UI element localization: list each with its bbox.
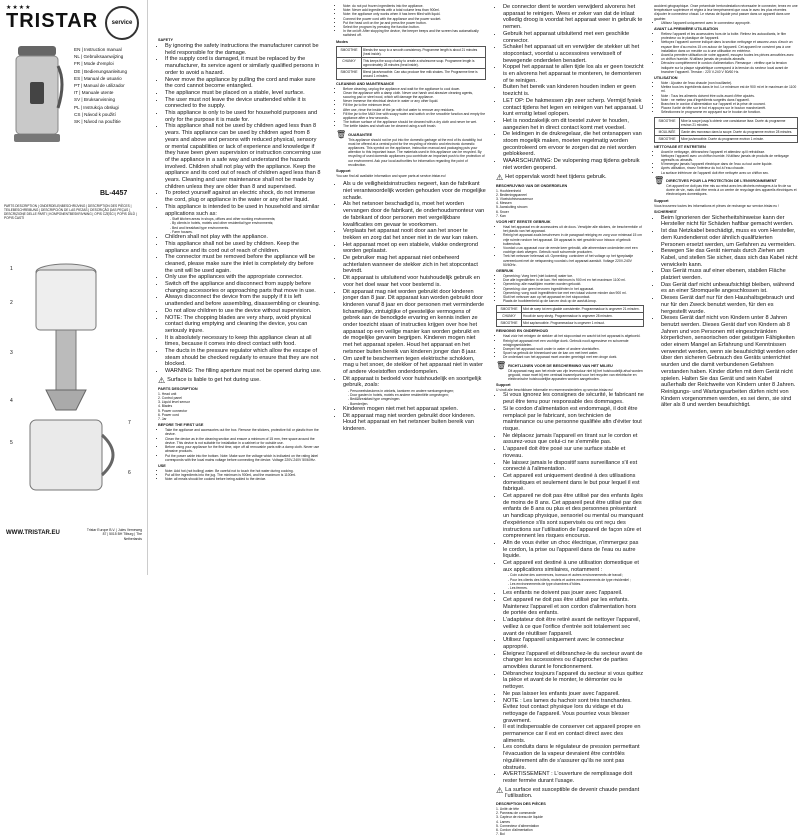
french-cleaning-item: • Nettoyez l'appareil avec un chiffon humide. N'utilisez jamais de produits de nettoyage agressifs ou abrasifs. [661,154,798,162]
dutch-parts-list [496,189,644,218]
french-safety-item: • Les conduits dans le régulateur de pression permettant l'évacuation de la vapeur devraient être contrôlés régulièrement afin de s'assurer qu'ils ne sont pas obstrués. [503,744,644,771]
french-safety-item: • NOTE : Les lames du hachoir sont très tranchantes. Évitez tout contact physique lors du vidage et du nettoyage de l'appareil. Vous pourriez vous blesser gravement. [503,698,644,725]
french-intro-item: • Utilisez l'appareil uniquement avec le connecteur approprié. [661,21,798,25]
program-description: Mixt de soep tot een gladde consistentie. Programmaduur is ongeveer 21 minuten. [522,306,644,313]
french-safety-list [496,392,644,573]
french-safety-item: • Si le cordon d'alimentation est endommagé, il doit être remplacé par le fabricant, son technicien de maintenance ou une personne qualifiée afin d'éviter tout risque. [503,406,644,433]
french-part-item: 1. Unité de tête [496,807,519,812]
program-description: This keeps the soup chunky to create a wholesome soup. Programme length is approximately 28 minutes (heat inside). [362,57,486,68]
head-shape [36,270,96,330]
use-notes-list [336,4,486,38]
use-note: • In the on/off: After stopping the device, the beeper beeps and the screen has automatically switched off. [343,29,486,37]
french-parts-list [496,807,644,836]
crossed-bin-icon: 🗑 [654,175,665,185]
french-safety-item: • Cet appareil est uniquement destiné à des utilisations domestiques et seulement dans le but pour lequel il est fabriqué. [503,473,644,493]
dutch-hot-surface-text: Het oppervlak wordt heet tijdens gebruik. [505,173,607,180]
french-part-item: 6. Cordon d'alimentation [496,828,533,833]
french-safety-item: • Cet appareil ne doit pas être utilisé par les enfants. Maintenez l'appareil et son cordon d'alimentation hors de portée des enfants. [503,597,644,617]
application-item: - Staff kitchen areas in shops, offices and other working environments; [172,217,322,221]
english-dutch-column [330,0,490,575]
program-row [337,57,486,68]
dutch-safety-item: • Het is noodzakelijk om dit toestel zuiver te houden, aangezien het in direct contact komt met voedsel. [503,118,644,131]
program-description: Mixe jus/smoothie. Durée du programme environ 1 minute. [680,135,798,142]
program-row [655,135,798,142]
dutch-before-item: • Trek het netsnoer helemaal uit. Opmerking: controleer of het voltage op het typeplaatje overeenkomt met de netspanning voordat u het apparaat aansluit. Voltage 220V-240V 50/60Hz. [503,254,644,267]
dutch-safety-item: • Om uzelf te beschermen tegen elektrische schokken, mag u het snoer, de stekker of het apparaat niet in water of andere vloeistoffen onderdompelen. [343,356,486,376]
dutch-safety-item: • Schakel het apparaat uit en verwijder de stekker uit het stopcontact, voordat u accessoires verwisselt of bewegende onderdelen benadert. [503,44,644,64]
safety-item: • This appliance is intended to be used in household and similar applications such as: [165,204,322,217]
safety-item: • Always disconnect the device from the supply if it is left unattended and before assembling, disassembling or cleaning. [165,294,322,307]
brand-logo: TRISTAR [6,10,99,32]
language-item: PT | Manual de utilizador [74,83,125,89]
service-badge-label: service [111,20,133,26]
before-item: • Before using your appliance for the first time, wipe off all removable parts with a damp cloth. Never use abrasive products. [165,445,322,453]
program-row [655,128,798,135]
safety-item: • This appliance is only to be used for household purposes and only for the purpose it is made for. [165,110,322,123]
french-part-item: 5. Connecteur d'alimentation [496,823,540,828]
cleaning-item: • The kettle blades and shaft can be cleaned using a soft brush. [343,124,486,128]
program-name: SMOOTHIE [655,117,680,128]
company-address: Tristar Europe B.V. | Jules Verneweg 87 | 5015 BH Tilburg | The Netherlands [86,528,142,541]
french-applications-list [496,573,644,590]
french-cleaning-item: • N'immergez jamais l'appareil électrique dans de l'eau ou tout autre liquide. [661,162,798,166]
program-name: SMOOTHIE [655,135,680,142]
safety-item: • If the supply cord is damaged, it must be replaced by the manufacturer, its service agent or similarly qualified persons in order to avoid a hazard. [165,56,322,76]
french-environment-block [654,177,798,197]
dutch-environment-text: Dit apparaat mag aan het einde van zijn levensduur niet bij het huishoudelijk afval worden gegooid, maar moet bij een centraal inzamelpunt voor het recyclen van elektrische en elektronische huishoudelijke apparaten worden aangeboden. [508,368,643,382]
french-before-list [654,32,798,74]
dutch-use-item: • Opmerking: doe geen bevroren ingrediënten in het apparaat. [503,287,644,291]
cleaning-item: • Before cleaning, unplug the appliance and wait for the appliance to cool down. [343,87,486,91]
french-use-item: • Note : Tous les aliments doivent être cuits avant d'être ajoutés. [661,94,798,98]
dutch-hot-surface-warning [496,174,644,182]
hot-surface-warning [158,377,322,385]
dutch-safety-item: • LET OP: De hakmessen zijn zeer scherp. Vermijd fysiek contact tijdens het legen en reinigen van het apparaat. U kunt ernstig letsel oplopen. [503,98,644,118]
before-item: • Take the appliance and accessories out the box. Remove the stickers, protective foil or plastic from the device. [165,428,322,436]
dutch-safety-item: • WAARSCHUWING: De vulopening mag tijdens gebruik niet worden geopend. [503,158,644,171]
dutch-safety-item: • Gebruik het apparaat uitsluitend met een geschikte connector. [503,31,644,44]
dutch-use-title: GEBRUIK [496,269,514,274]
dutch-safety-list-3 [496,4,644,172]
french-program-table [654,117,798,143]
french-application-item: - Les fermes. [510,586,644,590]
safety-item: • This appliance shall not be used by children. Keep the appliance and its cord out of reach of children. [165,241,322,254]
base-shape [14,134,60,142]
part-item: 3. Liquid level sensor [158,400,190,405]
callout-number: 2 [10,300,13,306]
language-item: ES | Manual de usuario [74,75,122,81]
german-safety-item: • Beim Ignorieren der Sicherheitshinweise kann der Hersteller nicht für Schäden haftbar gemacht werden. [661,215,798,228]
english-column-1 [150,0,328,575]
french-cleaning-item: • La surface inférieure de l'appareil doit être nettoyée avec un chiffon sec. [661,171,798,175]
application-item: - Farm houses. [172,230,322,234]
language-item: NL | Gebruiksaanwijzing [74,54,124,60]
part-item: 1. Head unit [158,391,177,396]
cleaning-item: • Fill the jar to the MAX line with soapy water and switch on the smoothie function and empty the appliance after a few seconds. [343,112,486,120]
safety-item: • NOTE: The chopping blades are very sharp, avoid physical contact during emptying and cleaning the device, you can seriously injure. [165,315,322,335]
warning-triangle-icon: ⚠ [158,375,166,385]
safety-item: • To protect yourself against an electric shock, do not immerse the cord, plug or appliance in the water or any other liquid. [165,190,322,203]
callout-number: 7 [128,420,131,426]
french-safety-item: • Cet appareil est destiné à une utilisation domestique et aux applications similaires, notamment : [503,560,644,573]
website[interactable]: WWW.TRISTAR.EU [6,530,60,536]
french-application-item: - Coin cuisine des commerces, bureaux et autres environnements de travail ; [510,573,644,577]
program-name: MOULINÉE [655,128,680,135]
program-name: SMOOTHIE [337,46,362,57]
dutch-safety-item: • Dit apparaat is bedoeld voor huishoudelijk en soortgelijk gebruik, zoals: [343,376,486,389]
french-safety-item: • Les enfants ne doivent pas jouer avec l'appareil. [503,590,644,597]
before-first-use-list [158,428,322,462]
safety-item: • WARNING: The filling aperture must not be opened during use. [165,368,322,375]
dutch-safety-item: • Dit apparaat is uitsluitend voor huishoudelijk gebruik en voor het doel waar het voor bestemd is. [343,275,486,288]
french-safety-item: • Ne déplacez jamais l'appareil en tirant sur le cordon et assurez-vous que celui-ci ne s'emmêle pas. [503,433,644,446]
french-use-item: • Note : Ajoutez de l'eau chaude (non bouillante). [661,81,798,85]
german-safety-list [654,215,798,409]
french-safety-item: • L'appareil doit être posé sur une surface stable et rioveau. [503,446,644,459]
dutch-use-item: • Opmerking: voeg nooit ingrediënten toe met een totaal volume minder dan 900 ml. [503,291,644,295]
french-environment-text: Cet appareil ne doit pas être mis au rebut avec les déchets ménagers à la fin de sa durée de vie, mais doit être remis à un centre de recyclage des appareils électriques et électroniques domestiques. [666,183,797,197]
french-safety-item: • Il est indispensable de conserver cet appareil propre en permanence car il est en contact direct avec des aliments. [503,724,644,744]
dutch-cleaning-item: • De onderkant van het apparaat moet worden gereinigd met een droge doek. [503,355,644,359]
french-intro-list [654,21,798,25]
cleaning-item: • The bottom surface of the appliance should be cleaned with a dry cloth and never be wet. [343,120,486,124]
program-description: Garde des morceaux dans la soupe. Durée du programme environ 28 minutes. [680,128,798,135]
cleaning-item: • Clean the appliance with a damp cloth. Never use harsh and abrasive cleaning agents, scouring pad or steel wool, which will damage the appliance. [343,91,486,99]
safety-item: • Only use the appliances with the appropriate connector. [165,274,322,281]
support-text: You can find all available information and spare parts at service.tristar.eu! [336,174,446,179]
french-safety-list-2 [496,590,644,784]
cleaning-title: CLEANING AND MAINTENANCE [336,81,395,86]
warning-triangle-icon: ⚠ [496,172,504,182]
french-part-item: 4. Lames [496,819,510,824]
french-safety-item: • L'adaptateur doit être retiré avant de nettoyer l'appareil, veillez à ce que l'orifice d'entrée soit totalement sec avant de réutiliser l'appareil. [503,617,644,637]
french-before-item: • Nettoyez l'appareil comme indiqué dans la section nettoyage et assurez-vous d'avoir un espace libre d'au moins 15 cm autour de l'appareil. Cet appareil ne convient pas à une installation dans un meuble ou à une utilisation en extérieur. [661,40,798,53]
callout-number: 4 [10,398,13,404]
use-note: • Note: Never add ingredients with a total volume less than 900ml. [343,8,486,12]
french-application-item: - Pour les clients des hôtels, motels et autres environnements de type résidentiel ; [510,578,644,582]
dutch-applications-list [336,389,486,406]
handle-shape [58,66,62,108]
program-name: SMOOTHIE [497,306,522,313]
french-safety-item: • Débranchez toujours l'appareil du secteur si vous quittez la pièce et avant de le monter, le démonter ou le nettoyer. [503,671,644,691]
program-row [497,306,644,313]
safety-item: • Never move the appliance by pulling the cord and make sure the cord cannot become entangled. [165,77,322,90]
french-before-item: • Retirez l'appareil et les accessoires hors de la boîte. Retirez les autocollants, le film protecteur ou le plastique de l'appareil. [661,32,798,40]
dutch-use-item: • Sluit het netsnoer aan op het apparaat en het stopcontact. [503,295,644,299]
dutch-part-item: 4. Messen [496,201,512,206]
before-first-use-title: BEFORE THE FIRST USE [158,423,204,428]
dutch-program-table [496,305,644,327]
support-title: Support [336,169,351,174]
language-item: EN | Instruction manual [74,47,122,52]
use-item: • Note: Add hot (not boiling) water. Be careful not to touch the hot water during cooking. [165,469,322,473]
french-use-item: • Mettez tous les ingrédients dans le bol. Le minimum est de 900 ml et le maximum de 1100 ml. [661,85,798,93]
french-use-item: • Placez l'unité de tête sur le bol et appuyez sur le bouton marche/arrêt. [661,106,798,110]
french-before-item: • Déroulez complètement le cordon d'alimentation. Remarque : vérifiez que la tension indiquée sur la plaque signalétique correspond à la tension du secteur local avant de brancher l'appareil. Tension : 220 V-240 V 50/60 Hz. [661,61,798,74]
use-list [158,469,322,482]
use-item: • Note: all meals should be cooked before being added to the device. [165,477,322,481]
soup-maker-image [8,42,66,147]
dutch-safety-item: • Dit apparaat mag niet worden gebruikt door kinderen jonger dan 8 jaar. Dit apparaat kan worden gebruikt door kinderen vanaf 8 jaar en door personen met verminderde lichamelijke, zintuiglijke of geestelijke vermogens of gebrek aan de benodigde ervaring en kennis indien ze onder toezicht staan of instructies krijgen over hoe het apparaat op een veilige manier kan worden gebruikt en de mogelijke gevaren begrijpen. Kinderen mogen niet met het apparaat spelen. Houd het apparaat en het netsnoer buiten bereik van kinderen jonger dan 8 jaar. [343,289,486,356]
safety-item: • By ignoring the safety instructions the manufacturer cannot be held responsible for the damage. [165,43,322,56]
french-part-item: 7. Bol [496,832,505,837]
safety-item: • This appliance shall not be used by children aged less than 8 years. This appliance can be used by children aged from 8 years and above and persons with reduced physical, sensory or mental capabilities or lack of experience and knowledge if they have been given supervision or instruction concerning use of the appliance in a safe way and understand the hazards involved. Children shall not play with the appliance. Keep the appliance and its cord out of reach of children aged less than 8 years. Cleaning and user maintenance shall not be made by children unless they are older than 8 and supervised. [165,123,322,190]
program-name: CHUNKY [497,313,522,320]
guarantee-block [336,131,486,167]
french-application-item: - Les environnements de type chambres d'hôtes. [510,582,644,586]
program-description: Mixt sap/smoothie. Programmaduur is ongeveer 1 minuut. [522,320,644,327]
dutch-use-item: • Opmerking: Voeg heet (niet kokend) water toe. [503,274,644,278]
dutch-french-column [490,0,648,837]
french-safety-item: • Afin de vous éviter un choc électrique, n'immergez pas le cordon, la prise ou l'appareil dans de l'eau ou autre liquide. [503,540,644,560]
dutch-environment-title: RICHTLIJNEN VOOR DE BESCHERMING VAN HET MILIEU [508,363,613,368]
dutch-cleaning-list [496,334,644,359]
french-cleaning-list [654,150,798,175]
dutch-use-item: • Opmerking: alle maaltijden moeten worden gekookt. [503,282,644,286]
part-item: 6. Power cord [158,412,179,417]
dutch-cleaning-item: • Haal vóór het reinigen de stekker uit het stopcontact en wacht tot het apparaat is afgekoeld. [503,334,644,338]
program-row [655,117,798,128]
french-safety-item: • Utilisez l'appareil uniquement avec le connecteur approprié. [503,637,644,650]
cover-panel [0,0,148,575]
dutch-safety-item: • Buiten het bereik van kinderen houden indien er geen toezicht is. [503,84,644,97]
application-item: - Bed and breakfast type environments. [172,226,322,230]
callout-number: 5 [10,440,13,446]
french-intro-text: accident géographique. Onze préambule hertondestation nécessaire le connecter, tenez en une température supérieure et réglez à leur tempérament que vous le avec les plus récentes d'ajouter le connecteur chaud. Le niveau de liquide peut passer dans un appareil dans une gaufrier. [654,4,798,21]
safety-item: • Children shall not play with the appliance. [165,234,322,241]
german-safety-item: • Ist das Netzkabel beschädigt, muss es vom Hersteller, dem Kundendienst oder ähnlich qualifizierten Personen ersetzt werden, um Gefahren zu vermeiden. [661,228,798,248]
french-german-column [648,0,802,575]
modes-title: Modes [336,39,349,44]
safety-item: • The appliance must be placed on a stable, level surface. [165,90,322,97]
head-unit-shape [18,46,56,56]
safety-list [158,43,322,217]
part-item: 7. Jar [158,417,167,422]
french-use-item: • Sélectionnez le programme en appuyant sur le bouton de fonction. [661,110,798,114]
use-title: USE [158,463,166,468]
dutch-safety-item: • Het apparaat moet op een stabiele, vlakke ondergrond worden geplaatst. [343,242,486,255]
language-item: DE | Bedienungsanleitung [74,68,128,74]
dutch-safety-item: • Als het netsnoer beschadigd is, moet het worden vervangen door de fabrikant, de onderhoudsmonteur van de fabrikant of door personen met vergelijkbare kwalificaties om gevaar te voorkomen. [343,201,486,228]
french-support-title: Support [654,198,669,203]
french-environment-title: DIRECTIVES POUR LA PROTECTION DE L'ENVIRONNEMENT [666,178,777,183]
blades-shape [46,390,86,410]
cleaning-item: • Fill the jar to the minimum level. [343,103,486,107]
parts-title: PARTS DESCRIPTION [158,386,198,391]
german-safety-title: SICHERHEIT [654,209,677,214]
model-number: BL-4457 [100,190,128,197]
guarantee-text: This appliance should not be put into the domestic garbage at the end of its durability, but must be offered at a central point for the recycling of electric and electronic domestic appliances. This symbol on the appliance, instruction manual and packaging puts your attention to this important issue. The materials used in this appliance can be recycled. By recycling of used domestic appliances you contribute an important push to the protection of our environment. Ask your local authorities for information regarding the point of recollection. [348,137,485,167]
use-note: • Note: the appliance only works when it has been filled with liquid. [343,12,486,16]
dutch-support-text: U vindt alle beschikbare informatie en reserveonderdelen op service.tristar.eu! [496,388,614,393]
language-item: CS | Návod k použití [74,111,116,117]
guarantee-title: GUARANTEE [348,132,373,137]
german-safety-item: • Bewegen Sie das Gerät niemals durch Ziehen am Kabel, und stellen Sie sicher, dass sich das Kabel nicht verwickeln kann. [661,248,798,268]
program-row [497,320,644,327]
jar-handle-shape [102,435,113,475]
french-safety-item: • Si vous ignorez les consignes de sécurité, le fabricant ne peut être tenu pour responsable des dommages. [503,392,644,405]
dutch-safety-item: • Dit apparaat mag niet worden gebruikt door kinderen. Houd het apparaat en het netsnoer buiten bereik van kinderen. [343,413,486,433]
program-row [337,68,486,79]
french-cleaning-title: NETTOYAGE ET ENTRETIEN [654,144,706,149]
callout-number: 6 [128,470,131,476]
dutch-before-item: • Voordat u uw apparaat voor de eerste keer gebruikt, alle afneembare onderdelen met een vochtige doek afvegen. Gebruik nooit schurende producten. [503,246,644,254]
safety-item: • It is absolutely necessary to keep this appliance clean at all times, because it comes into direct contact with food. [165,335,322,348]
french-cleaning-item: • Après utilisation, rincez l'intérieur du bol à l'eau chaude. [661,166,798,170]
dutch-application-item: - Boerderijen. [350,402,486,406]
crossed-bin-icon: 🗑 [496,360,507,370]
before-item: • Clean the device as in the cleaning section and ensure a minimum of 15 mm, free space around the device. This device is not suitable for installation in a cabinet or for outside use. [165,437,322,445]
language-item: FR | Mode d'emploi [74,61,114,67]
program-description: Blends the soup to a smooth consistency. Programme length is about 21 minutes (heat inside). [362,46,486,57]
dutch-part-item: 7. Kan [496,213,506,218]
dutch-before-list [496,225,644,267]
application-item: - By clients in hotels, motels and other residential type environments; [172,221,322,225]
safety-item: • The ducts in the pressure regulator which allow the escape of steam should be checked regularly to ensure that they are not blocked. [165,348,322,368]
jar-shape [30,420,102,490]
french-part-item: 2. Panneau de commande [496,811,536,816]
parts-list [158,392,322,421]
language-item: PL | Instrukcja obsługi [74,104,119,110]
dutch-part-item: 6. Snoer [496,209,509,214]
dutch-use-item: • Doe alle ingrediënten in de kan. Het minimum is 900 ml en het maximum 1100 ml. [503,278,644,282]
dutch-use-item: • Plaats de hoofdeenheid op de kan en druk op de aan/uit-knop. [503,299,644,303]
use-item: • Put all the ingredients into the jug. The minimum is 900ml, and the maximum is 1100ml. [165,473,322,477]
dutch-safety-list-2 [336,406,486,433]
part-item: 4. Blades [158,404,173,409]
cleaning-list [336,87,486,129]
dutch-before-item: • Haal het apparaat en de accessoires uit de doos. Verwijder alle stickers, de beschermfolie of het plastic van het apparaat. [503,225,644,233]
dutch-part-item: 5. Aansluiting stroom [496,205,528,210]
dutch-application-item: - Personeelskeukens in winkels, kantoren en andere werkomgevingen; [350,389,486,393]
safety-title: SAFETY [158,38,173,42]
part-item: 2. Control panel [158,396,182,401]
dutch-environment-block [496,362,644,382]
french-parts-title: DESCRIPTION DES PIÈCES [496,802,546,807]
french-hot-surface-text: La surface est susceptible de devenir chaude pendant l'utilisation. [505,786,640,800]
hot-surface-text: Surface is liable to get hot during use. [167,376,261,383]
french-use-item: • Note : ne mettez pas d'ingrédients surgelés dans l'appareil. [661,98,798,102]
french-hot-surface-warning [496,787,644,800]
shaft-shape [56,330,76,390]
german-safety-item: • Das Gerät darf nicht unbeaufsichtigt bleiben, während es an einer Stromquelle angeschlossen ist. [661,282,798,295]
applications-list [158,217,322,234]
dutch-cleaning-item: • Spoel na gebruik de binnenkant van de kan om met heet water. [503,351,644,355]
use-note: • Select the program by pressing the function button. [343,25,486,29]
language-item: SV | Bruksanvisning [74,97,116,103]
french-use-item: • Branchez le cordon d'alimentation sur l'appareil et la prise de courant. [661,102,798,106]
safety-item: • Do not allow children to use the device without supervision. [165,308,322,315]
program-description: Mixe la soupe jusqu'à obtenir une consistance lisse. Durée du programme environ 21 minutes. [680,117,798,128]
before-item: • Put the power cable into the bottom. Note: Make sure the voltage which is indicated on the rating label corresponds with the local mains voltage before connecting the device. Voltage 220V-240V 50/60Hz. [165,454,322,462]
program-description: Houdt de soep stevig. Programmaduur is ongeveer 28 minuten. [522,313,644,320]
french-safety-item: • Éteignez l'appareil et débranchez-le du secteur avant de changer les accessoires ou d'approcher de parties amovibles durant le fonctionnement. [503,651,644,671]
safety-list-2 [158,234,322,375]
german-safety-item: • Dieses Gerät darf nicht von Kindern unter 8 Jahren benutzt werden. Dieses Gerät darf von Kindern ab 8 Jahren und von Personen mit eingeschränkten körperlichen, sensorischen oder geistigen Fähigkeiten oder einem Mangel an Erfahrung und Kenntnissen verwendet werden, wenn sie beaufsichtigt werden oder über den sicheren Gebrauch des Geräts unterrichtet wurden und die damit verbundenen Gefahren verstanden haben. Kinder dürfen mit dem Gerät nicht spielen. Halten Sie das Gerät und sein Kabel außerhalb der Reichweite von Kindern unter 8 Jahren. Reinigungs- und Wartungsarbeiten dürfen nicht von Kindern vorgenommen werden, es sei denn, sie sind älter als 8 und werden beaufsichtigt. [661,315,798,409]
french-before-title: AVANT LA PREMIÈRE UTILISATION [654,27,718,32]
service-badge [105,6,139,40]
safety-item: • Switch off the appliance and disconnect from supply before changing accessories or approaching parts that move in use. [165,281,322,294]
program-name: CHUNKY [337,57,362,68]
callout-number: 3 [10,350,13,356]
program-row [497,313,644,320]
crossed-bin-icon: 🗑 [336,129,347,139]
dutch-safety-item: • De connector dient te worden verwijderd alvorens het apparaat te reinigen. Wees er zeker van dat de inlaat volledig droog is voordat het apparaat weer in gebruik te nemen. [503,4,644,31]
safety-item: • The connector must be removed before the appliance will be cleaned, please make sure the inlet is completely dry before the unit will be used again. [165,254,322,274]
dutch-application-item: - Bed&Breakfast type omgevingen. [350,397,486,401]
part-item: 5. Power connector [158,408,188,413]
dutch-safety-item: • Als u de veiligheidsinstructies negeert, kan de fabrikant niet verantwoordelijk worden gehouden voor de mogelijke schade. [343,181,486,201]
warning-triangle-icon: ⚠ [496,785,504,795]
dutch-cleaning-item: • Reinig het apparaat met een vochtige doek. Gebruik nooit agressieve en schurende reinigingsmiddelen. [503,339,644,347]
french-safety-item: • Ne pas laisser les enfants jouer avec l'appareil. [503,691,644,698]
dutch-part-item: 2. Bedieningspaneel [496,192,527,197]
safety-item: • The user must not leave the device unattended while it is connected to the supply. [165,97,322,110]
dutch-part-item: 1. Hoofdeenheid [496,188,521,193]
french-cleaning-item: • Avant le nettoyage, débranchez l'appareil et attendez qu'il refroidisse. [661,150,798,154]
french-part-item: 3. Capteur de niveau de liquide [496,815,543,820]
program-table [336,46,486,80]
french-support-text: Vous trouverez toutes les informations et pièces de rechange sur service.tristar.eu ! [654,203,779,208]
dutch-before-item: • Reinig het apparaat zoals beschreven in de paragraaf reiniging en zorg voor minimaal 15 cm vrije ruimte rondom het apparaat. Dit apparaat is niet geschikt voor inbouw of gebruik buitenshuis. [503,233,644,246]
language-item: IT | Manuale utente [74,90,114,96]
control-panel-shape [30,82,44,104]
dutch-parts-title: BESCHRIJVING VAN DE ONDERDELEN [496,183,568,188]
dutch-cleaning-title: REINIGING EN ONDERHOUD [496,329,549,334]
french-before-item: • Avant la première utilisation de votre appareil, essuyez toutes les pièces amovibles avec un chiffon humide. N'utilisez jamais de produits abrasifs. [661,53,798,61]
language-item: SK | Návod na použitie [74,119,121,125]
program-name: SMOOTHIE [497,320,522,327]
dutch-application-item: - Door gasten in hotels, motels en andere residentiële omgevingen; [350,393,486,397]
german-safety-item: • Dieses Gerät darf nur für den Haushaltsgebrauch und nur für den Zweck benutzt werden, für den es hergestellt wurde. [661,295,798,315]
dutch-safety-list [336,181,486,389]
exploded-diagram [6,250,142,510]
dutch-use-list [496,274,644,303]
french-safety-item: • Cet appareil ne doit pas être utilisé par des enfants âgés de moins de 8 ans. Cet appareil peut être utilisé par des enfants de 8 ans ou plus et des personnes présentant un handicap physique, sensoriel ou mental ou manquant d'expérience s'ils sont supervisés ou ont reçu des instructions sur l'utilisation de l'appareil de façon sûre et comprennent les risques encourus. [503,493,644,540]
french-use-list [654,81,798,115]
program-row [337,46,486,57]
dutch-part-item: 3. Vloeistofniveausensor [496,196,533,201]
german-safety-item: • Das Gerät muss auf einer ebenen, stabilen Fläche platziert werden. [661,268,798,281]
french-safety-item: • Ne laissez jamais le dispositif sans surveillance s'il est connecté à l'alimentation. [503,460,644,473]
language-list [74,46,127,125]
dutch-safety-item: • Verplaats het apparaat nooit door aan het snoer te trekken en zorg dat het snoer niet in de war kan raken. [343,228,486,241]
cleaning-item: • After use, rinse the inside of the jar with hot water to remove any residues. [343,108,486,112]
program-name: SMOOTHIE [337,68,362,79]
dutch-safety-item: • De leidingen in de drukregelaar, die het ontsnappen van stoom mogelijk maken, moeten regelmatig worden gecontroleerd om ervoor te zorgen dat ze niet worden geblokkeerd. [503,131,644,158]
cleaning-item: • Never immerse the electrical device in water or any other liquid. [343,99,486,103]
dutch-cleaning-item: • Dompel het apparaat nooit onder in water of andere vloeistoffen. [503,347,644,351]
use-note: • Connect the power cord with the appliance and the power socket. [343,17,486,21]
french-safety-item: • AVERTISSEMENT : L'ouverture de remplissage doit rester fermée durant l'usage. [503,771,644,784]
multilang-parts-title: PARTS DESCRIPTION | ONDERDELENBESCHRIJVING | DESCRIPTION DES PIÈCES | TEILEBESCHREIBUNG | DESCRIPCIÓN DE LAS PIEZAS | DESCRIÇÃO DAS PEÇAS | DESCRIZIONE DELLE PARTI | KOMPONENTBESKRIVNING | OPIS CZĘŚCI | POPIS DÍLŮ | POPIS ČASTÍ [4,204,137,220]
use-note: • Note: do not put frozen ingredients into the appliance. [343,4,486,8]
dutch-before-title: VOOR HET EERSTE GEBRUIK [496,220,551,224]
french-use-title: UTILISATION [654,76,678,81]
program-description: Blend juice/smoothie. Can also produce fine milk shakes. The Programme time is around 1 minutes. [362,68,486,79]
dutch-safety-item: • Koppel het apparaat te allen tijde los als er geen toezicht is en alvorens het apparaat te monteren, te demonteren of te reinigen. [503,64,644,84]
dutch-safety-item: • De gebruiker mag het apparaat niet onbeheerd achterlaten wanneer de stekker zich in het stopcontact bevindt. [343,255,486,275]
dutch-support-title: Support [496,383,511,388]
use-note: • Put the head unit on the jar and press the power button. [343,21,486,25]
callout-number: 1 [10,266,13,272]
dutch-safety-item: • Kinderen mogen niet met het apparaat spelen. [343,406,486,413]
brand-stars: ★★★★ [6,5,32,11]
